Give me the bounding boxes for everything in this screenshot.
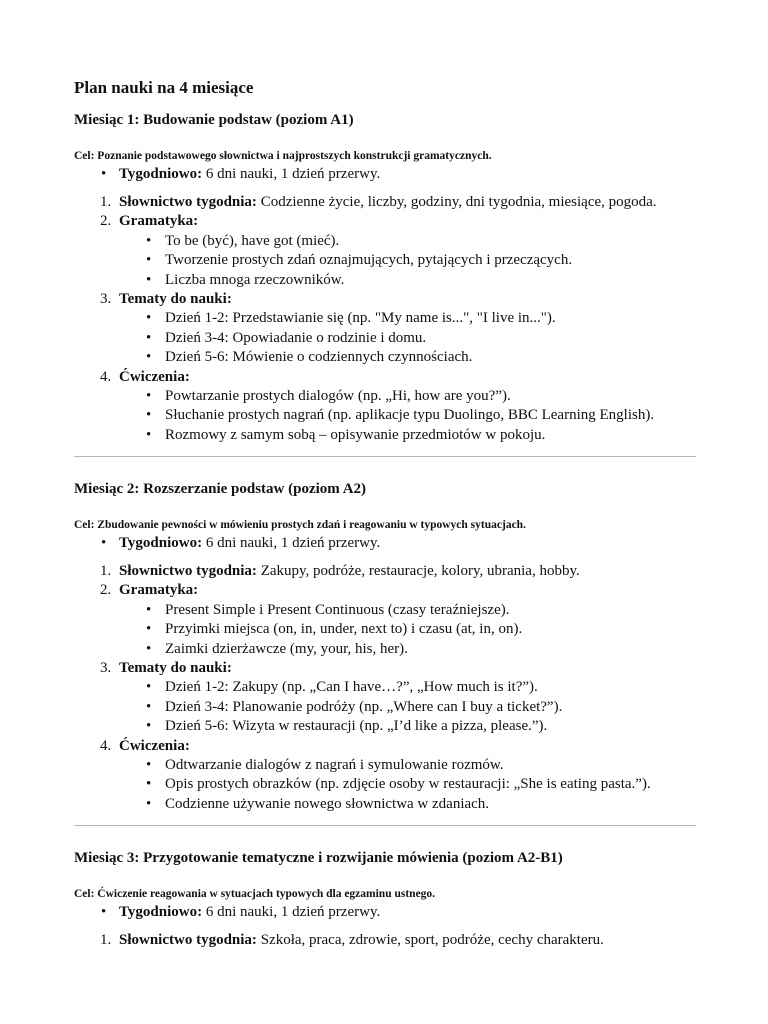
step-label: Słownictwo tygodnia: <box>119 194 257 210</box>
weekly-schedule-item <box>74 903 696 922</box>
step-label: Gramatyka: <box>119 213 199 230</box>
step-topics <box>74 290 696 368</box>
step-items <box>74 232 696 290</box>
section-divider <box>74 456 696 457</box>
weekly-label: Tygodniowo: <box>119 904 203 920</box>
step-items <box>74 309 696 367</box>
month-title: Miesiąc 2: Rozszerzanie podstaw (poziom A2) <box>74 481 367 497</box>
step-label: Tematy do nauki: <box>119 659 232 676</box>
list-item: • Dzień 5-6: Mówienie o codziennych czynnościach. <box>74 348 696 367</box>
weekly-schedule <box>74 534 696 553</box>
step-number: 1. <box>100 194 112 210</box>
step-label: Słownictwo tygodnia: <box>119 563 257 579</box>
step-label: Ćwiczenia: <box>119 737 190 754</box>
weekly-schedule-item <box>74 165 696 184</box>
step-label: Gramatyka: <box>119 582 199 599</box>
list-item: • Liczba mnoga rzeczowników. <box>74 271 696 290</box>
step-items <box>74 678 696 736</box>
step-grammar <box>74 212 696 290</box>
step-text: Zakupy, podróże, restauracje, kolory, ubrania, hobby. <box>256 563 580 579</box>
step-number: 2. <box>100 582 112 599</box>
step-label: Ćwiczenia: <box>119 368 190 385</box>
step-number: 2. <box>100 213 112 230</box>
weekly-label: Tygodniowo: <box>119 535 203 551</box>
step-number: 1. <box>100 932 112 948</box>
step-label: Słownictwo tygodnia: <box>119 932 257 948</box>
step-number: 1. <box>100 563 112 579</box>
list-item: • Przyimki miejsca (on, in, under, next to) i czasu (at, in, on). <box>74 620 696 639</box>
weekly-text: 6 dni nauki, 1 dzień przerwy. <box>202 535 381 551</box>
list-item: • Słuchanie prostych nagrań (np. aplikacje typu Duolingo, BBC Learning English). <box>74 406 696 425</box>
section-divider <box>74 825 696 826</box>
month-steps <box>74 931 696 950</box>
month-3-section <box>74 848 696 950</box>
step-number: 4. <box>100 368 112 385</box>
document-title: Plan nauki na 4 miesiące <box>74 78 254 97</box>
step-number: 4. <box>100 737 112 754</box>
weekly-label: Tygodniowo: <box>119 166 203 182</box>
step-text: Codzienne życie, liczby, godziny, dni tygodnia, miesiące, pogoda. <box>256 194 657 210</box>
list-item: • Tworzenie prostych zdań oznajmujących, pytających i przeczących. <box>74 251 696 270</box>
list-item: • Codzienne używanie nowego słownictwa w zdaniach. <box>74 795 696 814</box>
step-text: Szkoła, praca, zdrowie, sport, podróże, cechy charakteru. <box>256 932 604 948</box>
step-vocabulary <box>74 193 696 212</box>
step-vocabulary <box>74 562 696 581</box>
list-item: • Dzień 5-6: Wizyta w restauracji (np. „I’d like a pizza, please.”). <box>74 717 696 736</box>
list-item: • Present Simple i Present Continuous (czasy teraźniejsze). <box>74 601 696 620</box>
list-item: • Rozmowy z samym sobą – opisywanie przedmiotów w pokoju. <box>74 426 696 445</box>
step-exercises <box>74 737 696 815</box>
list-item: • Dzień 1-2: Zakupy (np. „Can I have…?”, „How much is it?”). <box>74 678 696 697</box>
month-title: Miesiąc 3: Przygotowanie tematyczne i rozwijanie mówienia (poziom A2-B1) <box>74 850 563 866</box>
weekly-text: 6 dni nauki, 1 dzień przerwy. <box>202 166 381 182</box>
list-item: • Odtwarzanie dialogów z nagrań i symulowanie rozmów. <box>74 756 696 775</box>
list-item: • To be (być), have got (mieć). <box>74 232 696 251</box>
step-vocabulary <box>74 931 696 950</box>
list-item: • Powtarzanie prostych dialogów (np. „Hi, how are you?”). <box>74 387 696 406</box>
month-goal: Cel: Ćwiczenie reagowania w sytuacjach typowych dla egzaminu ustnego. <box>74 888 436 900</box>
step-items <box>74 601 696 659</box>
step-grammar <box>74 581 696 659</box>
weekly-schedule-item <box>74 534 696 553</box>
list-item: • Opis prostych obrazków (np. zdjęcie osoby w restauracji: „She is eating pasta.”). <box>74 775 696 794</box>
step-topics <box>74 659 696 737</box>
list-item: • Dzień 1-2: Przedstawianie się (np. "My name is...", "I live in..."). <box>74 309 696 328</box>
list-item: • Zaimki dzierżawcze (my, your, his, her). <box>74 640 696 659</box>
weekly-text: 6 dni nauki, 1 dzień przerwy. <box>202 904 381 920</box>
month-2-section <box>74 479 696 814</box>
step-number: 3. <box>100 290 112 307</box>
list-item: • Dzień 3-4: Planowanie podróży (np. „Where can I buy a ticket?”). <box>74 698 696 717</box>
month-goal: Cel: Zbudowanie pewności w mówieniu prostych zdań i reagowaniu w typowych sytuacjach. <box>74 519 526 531</box>
step-label: Tematy do nauki: <box>119 290 232 307</box>
month-steps <box>74 562 696 814</box>
month-steps <box>74 193 696 445</box>
month-goal: Cel: Poznanie podstawowego słownictwa i najprostszych konstrukcji gramatycznych. <box>74 150 492 162</box>
step-exercises <box>74 368 696 446</box>
month-1-section <box>74 110 696 445</box>
step-number: 3. <box>100 659 112 676</box>
list-item: • Dzień 3-4: Opowiadanie o rodzinie i domu. <box>74 329 696 348</box>
weekly-schedule <box>74 165 696 184</box>
step-items <box>74 756 696 814</box>
weekly-schedule <box>74 903 696 922</box>
step-items <box>74 387 696 445</box>
month-title: Miesiąc 1: Budowanie podstaw (poziom A1) <box>74 112 354 128</box>
